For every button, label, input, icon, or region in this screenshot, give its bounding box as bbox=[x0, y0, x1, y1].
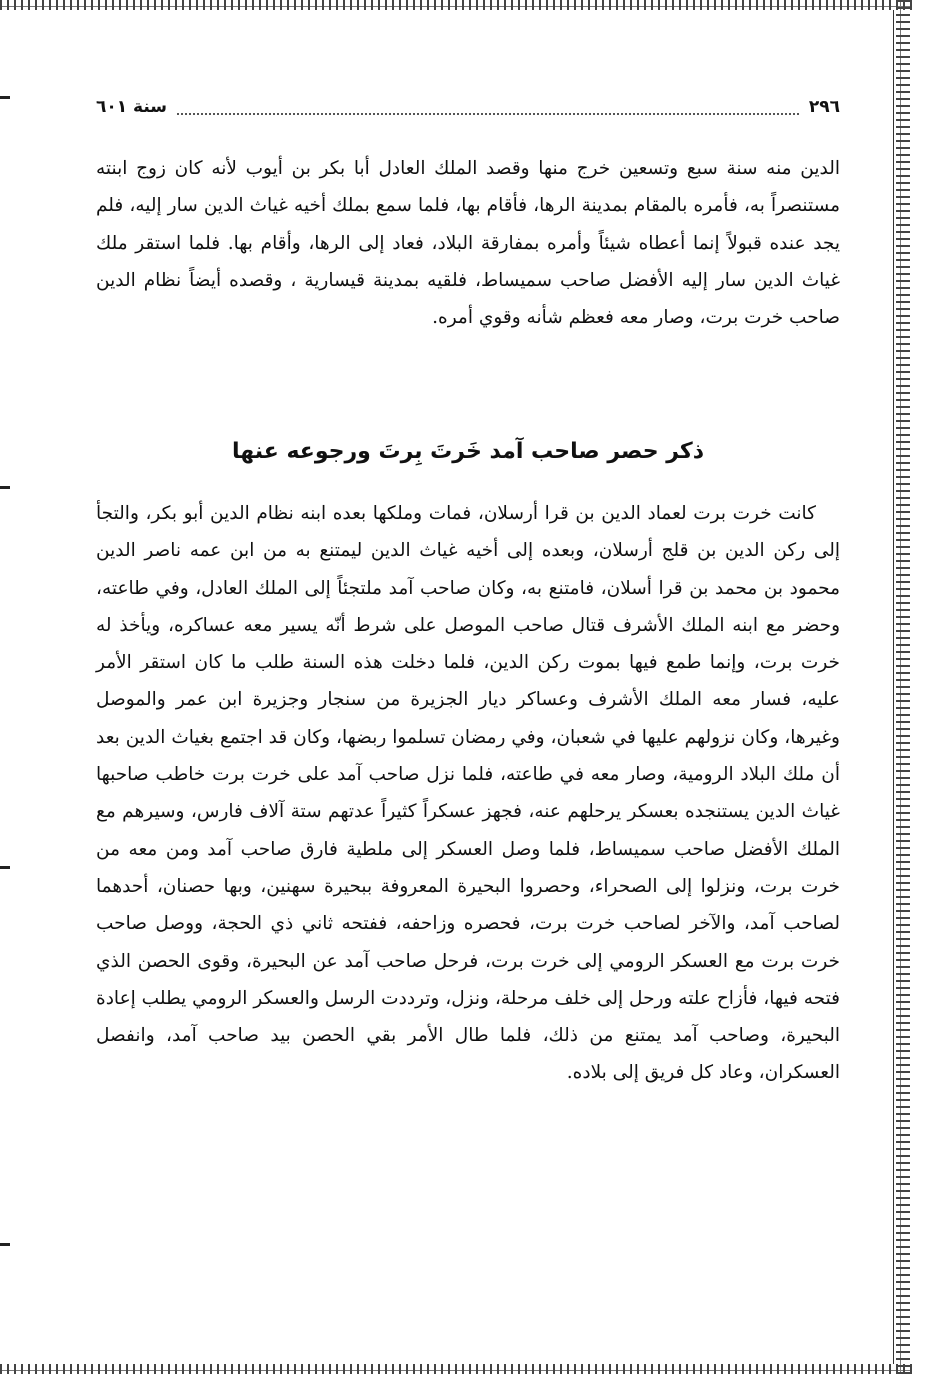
paragraph-text: كانت خرت برت لعماد الدين بن قرا أرسلان، فمات وملكها بعده ابنه نظام الدين أبو بكر، والتجأ إلى ركن الدين بن قلج أرسلان، وبعده إلى أخيه غياث الدين ليمتنع به من ابن عمه ناصر الدين محمود بن محمد بن قرا أسلان، فامتنع به، وكان صاحب آمد ملتجئاً إلى الملك العادل، وفي طاعته، وحضر مع ابنه الملك الأشرف قتال صاحب الموصل على شرط أنّه يسير معه عساكره، ويأخذ له خرت برت، وإنما طمع فيها بموت ركن الدين، فلما دخلت هذه السنة طلب ما كان استقر الأمر عليه، فسار معه الملك الأشرف وعساكر ديار الجزيرة من سنجار وجزيرة ابن عمر والموصل وغيرها، وكان نزولهم عليها في شعبان، وفي رمضان تسلموا ربضها، وكان قد اجتمع بغياث الدين بعد أن ملك البلاد الرومية، وصار معه في طاعته، فلما نزل صاحب آمد على خرت برت خاطب صاحبها غياث الدين يستنجده بعسكر يرحلهم عنه، فجهز عسكراً كثيراً عدتهم ستة آلاف فارس، وسيرهم مع الملك الأفضل صاحب سميساط، فلما وصل العسكر إلى ملطية فارق صاحب آمد ومن معه من خرت برت، ونزلوا إلى الصحراء، وحصروا البحيرة المعروفة ببحيرة سهنين، وبها حصنان، أحدهما لصاحب آمد، والآخر لصاحب خرت برت، فحصره وزاحفه، ففتحه ثاني ذي الحجة، ووصل صاحب خرت برت مع العسكر الرومي إلى خرت برت، فرحل صاحب آمد عن البحيرة، وقوى الحصن الذي فتحه فيها، فأزاح علته ورحل إلى خلف مرحلة، ونزل، وترددت الرسل والعسكر الرومي يطلب إعادة البحيرة، وصاحب آمد يمتنع من ذلك، فلما طال الأمر بقي الحصن بيد صاحب آمد، وانفصل العسكران، وعاد كل فريق إلى بلاده. bbox=[96, 503, 840, 1084]
page-border-bottom bbox=[0, 1364, 912, 1374]
running-header bbox=[96, 92, 840, 122]
page-border-rule bbox=[893, 10, 894, 1364]
year-label: سنة ٦٠١ bbox=[96, 97, 168, 117]
section-heading: ذكر حصر صاحب آمد خَرتَ بِرتَ ورجوعه عنها bbox=[232, 439, 704, 464]
edge-mark bbox=[0, 486, 10, 489]
paragraph-text: الدين منه سنة سبع وتسعين خرج منها وقصد الملك العادل أبا بكر بن أيوب لأنه كان زوج ابنته مستنصراً به، فأمره بالمقام بمدينة الرها، فأقام بها، فلما سمع بملك أخيه غياث الدين سار إليه، فلم يجد عنده قبولاً إنما أعطاه شيئاً وأمره بمفارقة البلاد، فعاد إلى الرها، وأقام بها. فلما استقر ملك غياث الدين سار إليه الأفضل صاحب سميساط، فلقيه بمدينة قيسارية ، وقصده أيضاً نظام الدين صاحب خرت برت، وصار معه فعظم شأنه وقوي أمره. bbox=[96, 158, 840, 329]
header-dotted-leader bbox=[177, 105, 799, 115]
body-paragraph-main bbox=[96, 495, 840, 1092]
page-border-right bbox=[896, 0, 910, 1374]
edge-mark bbox=[0, 1243, 10, 1246]
edge-mark bbox=[0, 96, 10, 99]
page-number: ٢٩٦ bbox=[808, 97, 840, 117]
edge-mark bbox=[0, 866, 10, 869]
body-paragraph-continued bbox=[96, 150, 840, 336]
page-border-top bbox=[0, 0, 912, 10]
